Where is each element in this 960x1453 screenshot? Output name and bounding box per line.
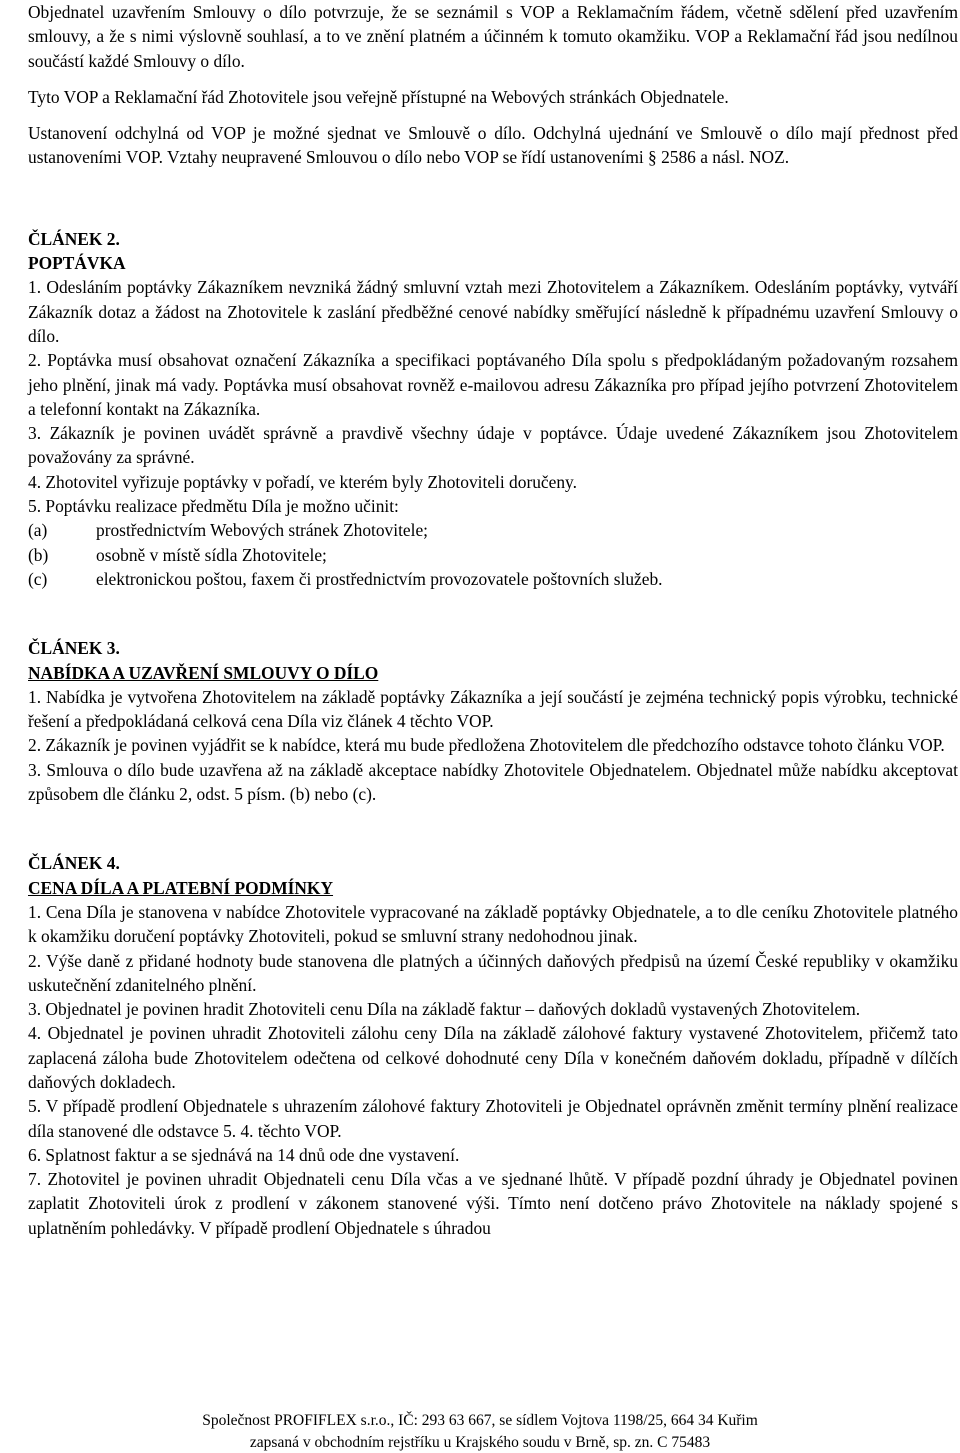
list-item-text: Nabídka je vytvořena Zhotovitelem na základě poptávky Zákazníka a její součástí je zejména technický popis výrobku, technické řešení a předpokládaná celková cena Díla viz článek 4 těchto VOP. — [28, 686, 958, 732]
article-4-item — [28, 997, 958, 1021]
article-2-item — [28, 494, 958, 518]
sub-list-letter: (a) — [28, 520, 48, 541]
list-item-number: 5. — [28, 1096, 42, 1117]
list-item-text: Cena Díla je stanovena v nabídce Zhotovitele vypracované na základě poptávky Objednatele, a to dle ceníku Zhotovitele platného k okamžiku doručení poptávky Zhotoviteli, pokud se smluvní strany nedohodnou jinak. — [28, 901, 958, 947]
footer-company-line: Společnost PROFIFLEX s.r.o., IČ: 293 63 667, se sídlem Vojtova 1198/25, 664 34 Kuřim — [202, 1412, 758, 1429]
list-item-text: Odesláním poptávky Zákazníkem nevzniká žádný smluvní vztah mezi Zhotovitelem a Zákazníkem. Odesláním poptávky, vytváří Zákazník dotaz a žádost na Zhotovitele k zaslání předběžné cenové nabídky směřující následně k případnému uzavření Smlouvy o dílo. — [28, 277, 958, 346]
sub-list-item — [28, 543, 958, 567]
list-item-number: 1. — [28, 277, 42, 298]
article-3-title: NABÍDKA A UZAVŘENÍ SMLOUVY O DÍLO — [28, 662, 379, 683]
list-item-text: Objednatel je povinen uhradit Zhotoviteli zálohu ceny Díla na základě zálohové faktury vystavené Zhotovitelem, přičemž tato zaplacená záloha bude Zhotovitelem odečtena od celkové dohodnuté ceny Díla v konečném daňovém dokladu, případně v dílčích daňových dokladech. — [28, 1023, 958, 1092]
article-3-items — [28, 685, 958, 806]
list-item-text: Splatnost faktur a se sjednává na 14 dnů ode dne vystavení. — [45, 1144, 460, 1165]
article-2-item — [28, 421, 958, 470]
intro-paragraph-2: Tyto VOP a Reklamační řád Zhotovitele jsou veřejně přístupné na Webových stránkách Objednatele. — [28, 86, 729, 107]
article-4-title: CENA DÍLA A PLATEBNÍ PODMÍNKY — [28, 877, 334, 898]
sub-list-text: osobně v místě sídla Zhotovitele; — [96, 544, 327, 565]
article-2-item — [28, 470, 958, 494]
list-item-text: Zákazník je povinen uvádět správně a pravdivě všechny údaje v poptávce. Údaje uvedené Zákazníkem jsou Zhotovitelem považovány za správné. — [28, 423, 958, 468]
article-2-title: POPTÁVKA — [28, 253, 126, 274]
list-item-text: Výše daně z přidané hodnoty bude stanovena dle platných a účinných daňových předpisů na území České republiky v okamžiku uskutečnění zdanitelného plnění. — [28, 950, 958, 995]
article-4-item — [28, 949, 958, 998]
document-page — [28, 0, 958, 1240]
list-item-text: V případě prodlení Objednatele s uhrazením zálohové faktury Zhotoviteli je Objednatel oprávněn změnit termíny plnění realizace díla stanovené dle odstavce 5. 4. těchto VOP. — [28, 1096, 958, 1141]
list-item-text: Objednatel je povinen hradit Zhotoviteli cenu Díla na základě faktur – daňových dokladů vystavených Zhotovitelem. — [45, 999, 861, 1020]
list-item-number: 2. — [28, 950, 42, 971]
article-4-item — [28, 900, 958, 949]
list-item-number: 2. — [28, 350, 42, 371]
article-2-item — [28, 275, 958, 348]
list-item-number: 4. — [28, 471, 42, 492]
article-4-item — [28, 1021, 958, 1094]
article-2-item — [28, 348, 958, 421]
list-item-text: Smlouva o dílo bude uzavřena až na základě akceptace nabídky Zhotovitele Objednatelem. Objednatel může nabídku akceptovat způsobem dle článku 2, odst. 5 písm. (b) nebo (c). — [28, 759, 958, 805]
article-3-item — [28, 685, 958, 734]
list-item-number: 3. — [28, 423, 42, 444]
article-3-item — [28, 733, 958, 757]
intro-paragraph-3: Ustanovení odchylná od VOP je možné sjednat ve Smlouvě o dílo. Odchylná ujednání ve Smlouvě o dílo mají přednost před ustanoveními VOP. Vztahy neupravené Smlouvou o dílo nebo VOP se řídí ustanoveními § 2586 a násl. NOZ. — [28, 123, 958, 168]
sub-list-text: prostřednictvím Webových stránek Zhotovitele; — [96, 520, 429, 541]
article-4-label: ČLÁNEK 4. — [28, 853, 120, 874]
list-item-text: Poptávku realizace předmětu Díla je možno učinit: — [45, 496, 399, 517]
list-item-number: 1. — [28, 686, 42, 707]
list-item-number: 5. — [28, 496, 42, 517]
list-item-number: 1. — [28, 901, 42, 922]
intro-paragraph-1: Objednatel uzavřením Smlouvy o dílo potvrzuje, že se seznámil s VOP a Reklamačním řádem, včetně sdělení před uzavřením smlouvy, a že s nimi výslovně souhlasí, a to ve znění platném a účinném k tomuto okamžiku. VOP a Reklamační řád jsou nedílnou součástí každé Smlouvy o dílo. — [28, 2, 958, 71]
article-4-item — [28, 1094, 958, 1143]
list-item-number: 3. — [28, 759, 42, 780]
article-3 — [28, 636, 958, 806]
list-item-text: Zákazník je povinen vyjádřit se k nabídce, která mu bude předložena Zhotovitelem dle předchozího odstavce tohoto článku VOP. — [45, 735, 945, 756]
article-4-items — [28, 900, 958, 1240]
article-2-items — [28, 275, 958, 518]
list-item-text: Zhotovitel je povinen uhradit Objednateli cenu Díla včas a ve sjednané lhůtě. V případě pozdní úhrady je Objednatel povinen zaplatit Zhotoviteli úrok z prodlení v zákonem stanovené výši. Tímto není dotčeno právo Zhotovitele na náklady spojené s uplatněním pohledávky. V případě prodlení Objednatele s úhradou — [28, 1169, 958, 1238]
sub-list-text: elektronickou poštou, faxem či prostřednictvím provozovatele poštovních služeb. — [96, 568, 663, 589]
sub-list-letter: (c) — [28, 568, 48, 589]
article-2 — [28, 227, 958, 591]
list-item-text: Zhotovitel vyřizuje poptávky v pořadí, ve kterém byly Zhotoviteli doručeny. — [45, 471, 577, 492]
article-3-label: ČLÁNEK 3. — [28, 638, 120, 659]
list-item-text: Poptávka musí obsahovat označení Zákazníka a specifikaci poptávaného Díla spolu s předpokládaným požadovaným rozsahem jeho plnění, jinak má vady. Poptávka musí obsahovat rovněž e-mailovou adresu Zákazníka pro případ jejího potvrzení Zhotovitelem a telefonní kontakt na Zákazníka. — [28, 350, 958, 419]
page-footer — [0, 1410, 960, 1453]
list-item-number: 4. — [28, 1023, 42, 1044]
sub-list-item — [28, 518, 958, 542]
sub-list-letter: (b) — [28, 544, 49, 565]
list-item-number: 3. — [28, 999, 42, 1020]
article-4-item — [28, 1143, 958, 1167]
article-2-label: ČLÁNEK 2. — [28, 228, 120, 249]
sub-list-item — [28, 567, 958, 591]
article-4 — [28, 851, 958, 1240]
article-2-sub-items — [28, 518, 958, 591]
article-3-item — [28, 758, 958, 807]
footer-registry-line: zapsaná v obchodním rejstříku u Krajského soudu v Brně, sp. zn. C 75483 — [249, 1433, 711, 1451]
list-item-number: 2. — [28, 735, 42, 756]
article-4-item — [28, 1167, 958, 1240]
list-item-number: 6. — [28, 1144, 42, 1165]
list-item-number: 7. — [28, 1169, 42, 1190]
